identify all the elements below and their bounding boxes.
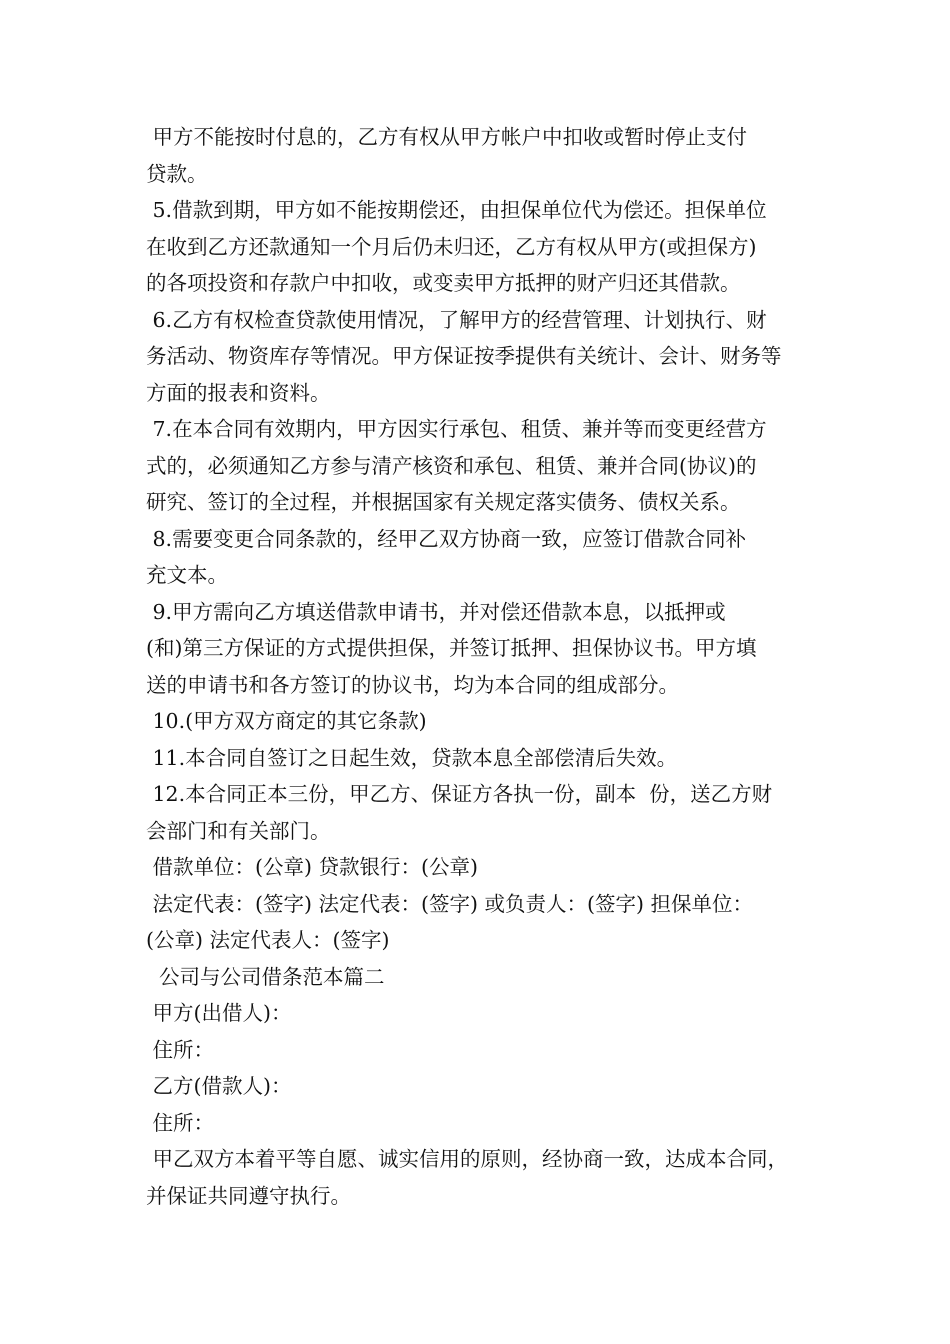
text-line: 研究、签订的全过程，并根据国家有关规定落实债务、债权关系。 — [146, 490, 741, 514]
text-line: 甲乙双方本着平等自愿、诚实信用的原则，经协商一致，达成本合同， — [146, 1147, 789, 1171]
text-line: 9.甲方需向乙方填送借款申请书，并对偿还借款本息，以抵押或 — [146, 599, 726, 624]
text-line: 的各项投资和存款户中扣收，或变卖甲方抵押的财产归还其借款。 — [146, 271, 741, 295]
text-line: 住所： — [146, 1037, 215, 1062]
text-line: (公章) 法定代表人：(签字) — [146, 928, 390, 952]
text-line: 送的申请书和各方签订的协议书，均为本合同的组成部分。 — [146, 672, 679, 697]
text-line: 在收到乙方还款通知一个月后仍未归还，乙方有权从甲方(或担保方) — [146, 234, 757, 259]
document-body — [146, 119, 812, 1214]
text-line: 8.需要变更合同条款的，经甲乙双方协商一致，应签订借款合同补 — [146, 526, 747, 551]
text-line: 借款单位：(公章) 贷款银行：(公章) — [146, 855, 479, 879]
text-line: 会部门和有关部门。 — [146, 818, 331, 843]
text-line: 法定代表：(签字) 法定代表：(签字) 或负责人：(签字) 担保单位： — [146, 891, 754, 916]
text-line: 乙方(借款人)： — [146, 1074, 292, 1098]
text-line: 充文本。 — [146, 563, 228, 587]
text-line: 7.在本合同有效期内，甲方因实行承包、租赁、兼并等而变更经营方 — [146, 417, 767, 441]
section-heading: 公司与公司借条范本篇二 — [146, 964, 385, 989]
text-line: 贷款。 — [146, 161, 208, 186]
text-line: 5.借款到期，甲方如不能按期偿还，由担保单位代为偿还。担保单位 — [146, 198, 767, 222]
text-line: 务活动、物资库存等情况。甲方保证按季提供有关统计、会计、财务等 — [146, 344, 782, 368]
text-line: 10.(甲方双方商定的其它条款) — [146, 709, 427, 733]
text-line: 甲方(出借人)： — [146, 1001, 292, 1025]
text-line: 甲方不能按时付息的，乙方有权从甲方帐户中扣收或暂时停止支付 — [146, 125, 748, 149]
text-line: (和)第三方保证的方式提供担保，并签订抵押、担保协议书。甲方填 — [146, 636, 757, 660]
text-line: 11.本合同自签订之日起生效，贷款本息全部偿清后失效。 — [146, 745, 678, 770]
text-line: 并保证共同遵守执行。 — [146, 1183, 351, 1208]
text-line: 住所： — [146, 1110, 215, 1135]
text-line: 6.乙方有权检查贷款使用情况，了解甲方的经营管理、计划执行、财 — [146, 307, 767, 332]
text-line: 方面的报表和资料。 — [146, 380, 331, 405]
text-line: 12.本合同正本三份，甲乙方、保证方各执一份，副本 份，送乙方财 — [146, 782, 773, 806]
text-line: 式的，必须通知乙方参与清产核资和承包、租赁、兼并合同(协议)的 — [146, 453, 757, 478]
